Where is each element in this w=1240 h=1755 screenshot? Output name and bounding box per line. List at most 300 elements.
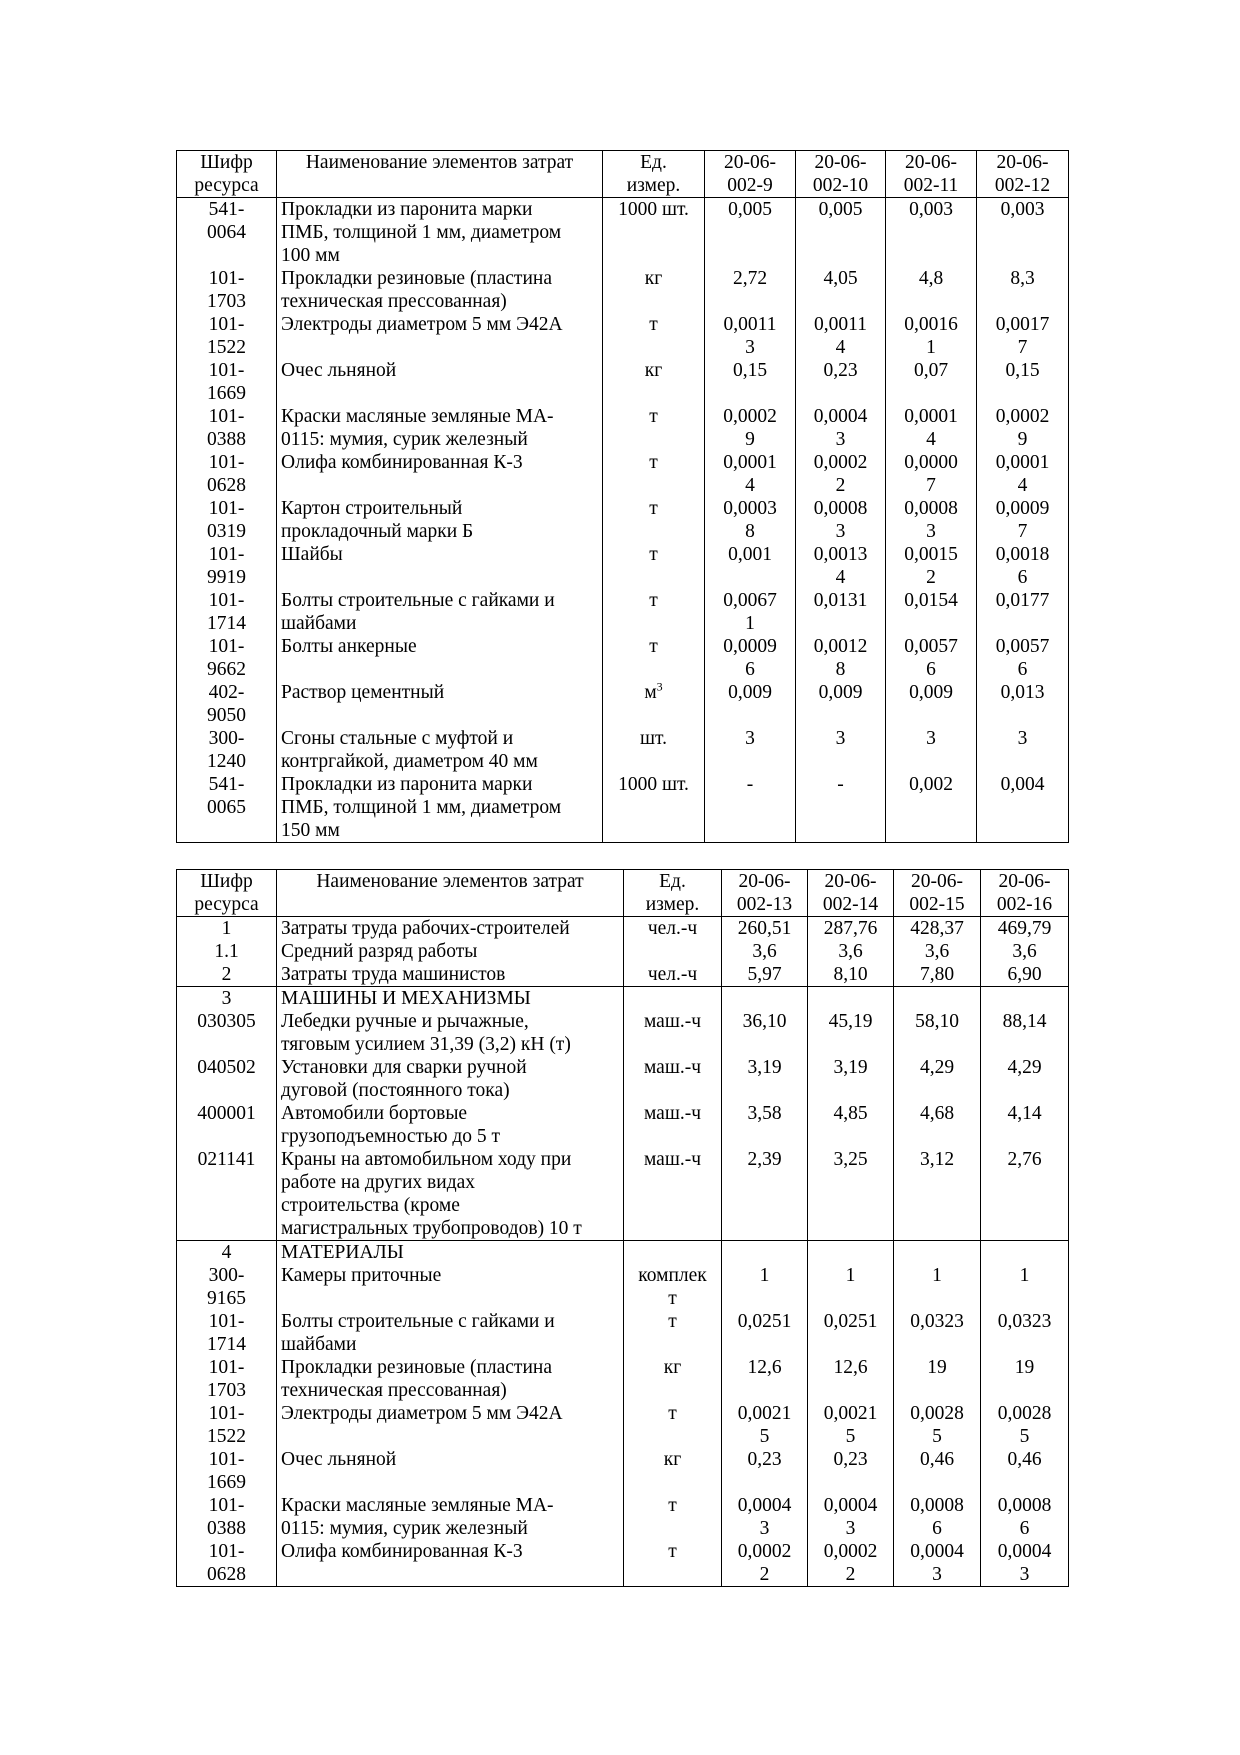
- cell-line: 0,0016: [904, 314, 958, 335]
- cell-line: 1.1: [214, 941, 239, 962]
- value-cell: [894, 1310, 981, 1356]
- cell-line: Наименование элементов затрат: [316, 871, 584, 892]
- cell-line: 002-11: [903, 175, 959, 196]
- cell-line: 3: [759, 1518, 770, 1539]
- resource-code: [177, 1356, 277, 1402]
- cell-line: Краны на автомобильном ходу при: [281, 1149, 572, 1170]
- table-row: [177, 1241, 1069, 1265]
- cell-line: Картон строительный: [281, 498, 463, 519]
- cell-line: 0,0017: [995, 314, 1050, 335]
- table-row: [177, 1010, 1069, 1056]
- cell-line: 0,013: [1000, 682, 1045, 703]
- cell-line: 1: [759, 1265, 770, 1286]
- value-cell: [722, 1540, 808, 1587]
- table-row: [177, 1356, 1069, 1402]
- cell-line: 4: [1017, 475, 1028, 496]
- value-cell: [886, 451, 977, 497]
- cell-line: т: [649, 314, 658, 335]
- value-cell: [705, 773, 796, 843]
- value-cell: [886, 773, 977, 843]
- value-cell: [722, 987, 808, 1011]
- table-row: [177, 1310, 1069, 1356]
- cell-line: 9662: [207, 659, 246, 680]
- value-cell: [808, 1310, 894, 1356]
- value-cell: [894, 917, 981, 941]
- unit: [624, 1494, 722, 1540]
- cell-line: 6: [1017, 659, 1028, 680]
- cell-line: -: [746, 774, 754, 795]
- table-row: [177, 313, 1069, 359]
- cell-line: 101-: [208, 452, 245, 473]
- cell-line: 300-: [208, 728, 245, 749]
- unit: [624, 1056, 722, 1102]
- cell-line: 3: [745, 728, 755, 749]
- resource-name: [277, 1241, 624, 1265]
- cell-line: маш.-ч: [643, 1149, 702, 1170]
- cell-line: Очес льняной: [281, 360, 397, 381]
- cell-line: 9165: [207, 1288, 246, 1309]
- cell-line: 0,23: [747, 1449, 782, 1470]
- cell-line: 0,009: [728, 682, 772, 703]
- cell-line: 0,0004: [997, 1541, 1052, 1562]
- value-cell: [894, 1264, 981, 1310]
- cell-line: 7,80: [919, 964, 955, 985]
- cell-line: 101-: [208, 1357, 245, 1378]
- unit: [624, 1540, 722, 1587]
- cell-line: кг: [663, 1357, 682, 1378]
- cell-line: 0,0011: [814, 314, 867, 335]
- cell-line: 1: [932, 1265, 942, 1286]
- unit: [603, 543, 705, 589]
- cell-line: 3: [221, 988, 232, 1009]
- cell-line: 1522: [207, 337, 246, 358]
- value-cell: [722, 1264, 808, 1310]
- resource-name: [277, 963, 624, 987]
- cell-line: т: [649, 406, 658, 427]
- header-col-4: [977, 151, 1069, 198]
- value-cell: [705, 359, 796, 405]
- cell-line: 0,0000: [904, 452, 958, 473]
- unit: [624, 1402, 722, 1448]
- table-row: [177, 198, 1069, 268]
- value-cell: [981, 1310, 1069, 1356]
- table-row: [177, 497, 1069, 543]
- value-cell: [981, 1241, 1069, 1265]
- resource-code: [177, 1148, 277, 1241]
- cell-line: 9919: [207, 567, 246, 588]
- value-cell: [705, 267, 796, 313]
- cell-line: 0,0021: [823, 1403, 878, 1424]
- value-cell: [981, 1402, 1069, 1448]
- table-row: [177, 1494, 1069, 1540]
- table-row: [177, 405, 1069, 451]
- cell-line: 2: [835, 475, 846, 496]
- resource-name: [277, 940, 624, 963]
- unit: [603, 589, 705, 635]
- cell-line: 1: [926, 337, 936, 358]
- value-cell: [808, 1494, 894, 1540]
- cell-line: 0,005: [818, 199, 863, 220]
- unit: [603, 359, 705, 405]
- cell-line: 5,97: [747, 964, 782, 985]
- cell-line: Краски масляные земляные МА-: [281, 406, 554, 427]
- cell-line: 20-06-: [905, 152, 957, 173]
- header-col-3: [886, 151, 977, 198]
- cell-line: 3: [926, 521, 936, 542]
- cell-line: 4: [835, 567, 846, 588]
- resource-name: [277, 405, 603, 451]
- cell-line: 0,0067: [723, 590, 777, 611]
- value-cell: [808, 1448, 894, 1494]
- value-cell: [796, 313, 886, 359]
- cell-line: 0115: мумия, сурик железный: [281, 1518, 528, 1539]
- value-cell: [886, 405, 977, 451]
- resource-name: [277, 727, 603, 773]
- cell-line: 4: [221, 1242, 232, 1263]
- value-cell: [808, 1540, 894, 1587]
- resource-code: [177, 267, 277, 313]
- resource-code: [177, 313, 277, 359]
- resource-code: [177, 1102, 277, 1148]
- cell-line: Ед.: [659, 871, 686, 892]
- value-cell: [808, 1241, 894, 1265]
- unit: [603, 497, 705, 543]
- cell-line: грузоподъемностью до 5 т: [281, 1126, 501, 1147]
- cell-line: шайбами: [281, 1334, 357, 1355]
- cell-line: 0,001: [728, 544, 772, 565]
- cell-line: 3: [835, 728, 846, 749]
- cell-line: кг: [663, 1449, 682, 1470]
- table-row: [177, 359, 1069, 405]
- cell-line: 002-16: [996, 894, 1053, 915]
- value-cell: [894, 1010, 981, 1056]
- cell-line: 0,003: [1000, 199, 1045, 220]
- cell-line: кг: [644, 268, 663, 289]
- resource-name: [277, 1102, 624, 1148]
- value-cell: [796, 198, 886, 268]
- resource-code: [177, 1540, 277, 1587]
- cell-line: 20-06-: [911, 871, 963, 892]
- resource-code: [177, 917, 277, 941]
- cell-line: 0,0008: [813, 498, 868, 519]
- value-cell: [796, 681, 886, 727]
- cell-line: 1522: [207, 1426, 246, 1447]
- value-cell: [808, 1356, 894, 1402]
- cell-line: 7: [1017, 521, 1028, 542]
- cell-line: 3,12: [919, 1149, 955, 1170]
- table-row: [177, 1402, 1069, 1448]
- cell-line: 3: [835, 521, 846, 542]
- resource-code: [177, 1056, 277, 1102]
- cell-line: Средний разряд работы: [281, 941, 478, 962]
- header-col-3: [894, 870, 981, 917]
- cell-line: 287,76: [823, 918, 878, 939]
- cell-line: 5: [932, 1426, 942, 1447]
- cell-line: 0,0251: [823, 1311, 878, 1332]
- cell-line: 0,0008: [997, 1495, 1052, 1516]
- cell-line: 4,14: [1007, 1103, 1042, 1124]
- value-cell: [808, 1402, 894, 1448]
- resource-code: [177, 497, 277, 543]
- cell-line: комплек: [638, 1265, 707, 1286]
- cell-line: 3: [932, 1564, 942, 1585]
- cell-line: 2,76: [1007, 1149, 1042, 1170]
- cell-line: работе на других видах: [281, 1172, 476, 1193]
- cell-line: ПМБ, толщиной 1 мм, диаметром: [281, 222, 562, 243]
- cell-line: 0,0323: [997, 1311, 1052, 1332]
- cell-line: 0,0057: [995, 636, 1050, 657]
- cell-line: 88,14: [1002, 1011, 1047, 1032]
- value-cell: [796, 451, 886, 497]
- cell-line: Ед.: [640, 152, 667, 173]
- table-row: [177, 589, 1069, 635]
- cell-line: 0,15: [1005, 360, 1040, 381]
- value-cell: [796, 635, 886, 681]
- cell-line: 1669: [207, 1472, 246, 1493]
- value-cell: [977, 405, 1069, 451]
- cell-line: 541-: [208, 774, 245, 795]
- resource-code: [177, 405, 277, 451]
- cell-line: 101-: [208, 268, 245, 289]
- value-cell: [705, 497, 796, 543]
- value-cell: [722, 917, 808, 941]
- value-cell: [722, 1148, 808, 1241]
- value-cell: [705, 681, 796, 727]
- cell-line: 101-: [208, 590, 245, 611]
- resource-code: [177, 987, 277, 1011]
- value-cell: [886, 497, 977, 543]
- value-cell: [808, 1010, 894, 1056]
- cell-line: 0,0021: [737, 1403, 792, 1424]
- cell-line: 0,0009: [723, 636, 777, 657]
- cell-line: 2: [926, 567, 936, 588]
- cell-line: 1714: [207, 613, 246, 634]
- unit: [603, 313, 705, 359]
- cell-line: 45,19: [828, 1011, 873, 1032]
- cell-line: 3: [1019, 1564, 1030, 1585]
- cell-line: 20-06-: [824, 871, 877, 892]
- cell-line: 0,0251: [737, 1311, 792, 1332]
- table-row: [177, 1540, 1069, 1587]
- value-cell: [886, 635, 977, 681]
- resource-code: [177, 1310, 277, 1356]
- cell-line: 0,009: [909, 682, 953, 703]
- value-cell: [981, 963, 1069, 987]
- cell-line: т: [668, 1288, 677, 1309]
- value-cell: [894, 1102, 981, 1148]
- cell-line: 3: [835, 429, 846, 450]
- cell-line: 0064: [207, 222, 246, 243]
- value-cell: [705, 313, 796, 359]
- value-cell: [705, 543, 796, 589]
- cell-line: 0,0131: [813, 590, 868, 611]
- value-cell: [894, 1356, 981, 1402]
- cell-line: 7: [926, 475, 936, 496]
- value-cell: [981, 1148, 1069, 1241]
- cell-line: 030305: [197, 1011, 256, 1032]
- value-cell: [977, 198, 1069, 268]
- cell-line: 0,0001: [723, 452, 777, 473]
- table-row: [177, 773, 1069, 843]
- cell-line: 4: [926, 429, 936, 450]
- cell-line: Лебедки ручные и рычажные,: [281, 1011, 529, 1032]
- cell-line: ресурса: [194, 175, 259, 196]
- unit: [624, 1448, 722, 1494]
- cell-line: 9050: [207, 705, 246, 726]
- value-cell: [886, 198, 977, 268]
- value-cell: [886, 589, 977, 635]
- unit: [624, 940, 722, 963]
- value-cell: [894, 963, 981, 987]
- value-cell: [977, 497, 1069, 543]
- cell-line: т: [649, 636, 658, 657]
- resource-name: [277, 267, 603, 313]
- table-row: [177, 543, 1069, 589]
- cell-line: 0115: мумия, сурик железный: [281, 429, 528, 450]
- value-cell: [722, 1402, 808, 1448]
- cell-line: 428,37: [910, 918, 964, 939]
- value-cell: [981, 1448, 1069, 1494]
- cell-line: т: [668, 1311, 677, 1332]
- unit: [624, 963, 722, 987]
- value-cell: [796, 267, 886, 313]
- cell-line: 6: [1019, 1518, 1030, 1539]
- cell-line: 0628: [207, 1564, 246, 1585]
- cell-line: 6: [1017, 567, 1028, 588]
- resource-name: [277, 1494, 624, 1540]
- cell-line: 1714: [207, 1334, 246, 1355]
- cell-line: 0,0001: [904, 406, 958, 427]
- value-cell: [981, 1056, 1069, 1102]
- unit: [624, 917, 722, 941]
- cell-line: 0,0008: [904, 498, 958, 519]
- cell-line: 0,0018: [995, 544, 1050, 565]
- header-col-4: [981, 870, 1069, 917]
- cell-line: 0,46: [919, 1449, 955, 1470]
- resource-code: [177, 1241, 277, 1265]
- value-cell: [894, 1494, 981, 1540]
- cell-line: 0,23: [833, 1449, 868, 1470]
- resource-name: [277, 1402, 624, 1448]
- cell-line: 9: [745, 429, 755, 450]
- header-code: [177, 870, 277, 917]
- value-cell: [977, 543, 1069, 589]
- cell-line: 0388: [207, 1518, 246, 1539]
- unit: [624, 1148, 722, 1241]
- value-cell: [722, 1102, 808, 1148]
- resource-name: [277, 198, 603, 268]
- cell-line: 0065: [207, 797, 246, 818]
- resource-code: [177, 1010, 277, 1056]
- cell-line: Камеры приточные: [281, 1265, 442, 1286]
- cell-line: 4,8: [918, 268, 944, 289]
- cell-line: чел.-ч: [647, 964, 698, 985]
- resource-table-2: [176, 869, 1069, 1587]
- cell-line: Очес льняной: [281, 1449, 397, 1470]
- cell-line: 58,10: [915, 1011, 959, 1032]
- cell-line: 101-: [208, 498, 245, 519]
- value-cell: [894, 1056, 981, 1102]
- cell-line: 6: [745, 659, 755, 680]
- cell-line: 469,79: [997, 918, 1052, 939]
- cell-line: 1: [1019, 1265, 1030, 1286]
- cell-line: прокладочный марки Б: [281, 521, 474, 542]
- cell-line: 002-10: [812, 175, 869, 196]
- cell-line: 4,29: [919, 1057, 955, 1078]
- value-cell: [977, 773, 1069, 843]
- resource-name: [277, 1264, 624, 1310]
- cell-line: 7: [1017, 337, 1028, 358]
- table-row: [177, 1102, 1069, 1148]
- cell-line: 9: [1017, 429, 1028, 450]
- cell-line: 12,6: [833, 1357, 868, 1378]
- value-cell: [977, 589, 1069, 635]
- cell-line: дуговой (постоянного тока): [281, 1080, 510, 1101]
- resource-code: [177, 1264, 277, 1310]
- cell-line: Болты строительные с гайками и: [281, 1311, 555, 1332]
- cell-line: Болты строительные с гайками и: [281, 590, 555, 611]
- value-cell: [796, 359, 886, 405]
- value-cell: [977, 451, 1069, 497]
- unit: [624, 1264, 722, 1310]
- value-cell: [808, 1264, 894, 1310]
- cell-line: 150 мм: [281, 820, 340, 841]
- resource-code: [177, 940, 277, 963]
- cell-line: 0,0004: [823, 1495, 878, 1516]
- value-cell: [796, 589, 886, 635]
- cell-line: 20-06-: [738, 871, 791, 892]
- cell-line: 8,10: [833, 964, 868, 985]
- cell-line: 0,0002: [723, 406, 777, 427]
- cell-line: 400001: [197, 1103, 256, 1124]
- cell-line: 3,6: [924, 941, 950, 962]
- cell-line: 1703: [207, 291, 246, 312]
- value-cell: [808, 940, 894, 963]
- cell-line: маш.-ч: [643, 1011, 702, 1032]
- value-cell: [705, 198, 796, 268]
- cell-line: 0,0011: [723, 314, 777, 335]
- cell-line: 541-: [208, 199, 245, 220]
- cell-line: 19: [1014, 1357, 1035, 1378]
- cell-line: 0,23: [823, 360, 858, 381]
- cell-line: 3,19: [833, 1057, 868, 1078]
- cell-line: 1000 шт.: [618, 199, 689, 220]
- cell-line: 0,0004: [737, 1495, 792, 1516]
- value-cell: [796, 405, 886, 451]
- value-cell: [894, 1448, 981, 1494]
- table-row: [177, 940, 1069, 963]
- cell-line: МАШИНЫ И МЕХАНИЗМЫ: [281, 988, 531, 1009]
- table-row: [177, 917, 1069, 941]
- cell-line: 3,58: [747, 1103, 782, 1124]
- header-unit: [624, 870, 722, 917]
- cell-line: техническая прессованная): [281, 291, 507, 312]
- resource-code: [177, 543, 277, 589]
- cell-line: 101-: [208, 1403, 245, 1424]
- cell-line: 6: [926, 659, 936, 680]
- cell-line: ПМБ, толщиной 1 мм, диаметром: [281, 797, 562, 818]
- resource-code: [177, 1448, 277, 1494]
- cell-line: 5: [759, 1426, 770, 1447]
- cell-line: 4: [835, 337, 846, 358]
- cell-line: 20-06-: [996, 152, 1049, 173]
- header-col-2: [808, 870, 894, 917]
- cell-line: 5: [1019, 1426, 1030, 1447]
- cell-line: 8: [835, 659, 846, 680]
- cell-line: 20-06-: [724, 152, 776, 173]
- resource-name: [277, 497, 603, 543]
- cell-line: 3,25: [833, 1149, 868, 1170]
